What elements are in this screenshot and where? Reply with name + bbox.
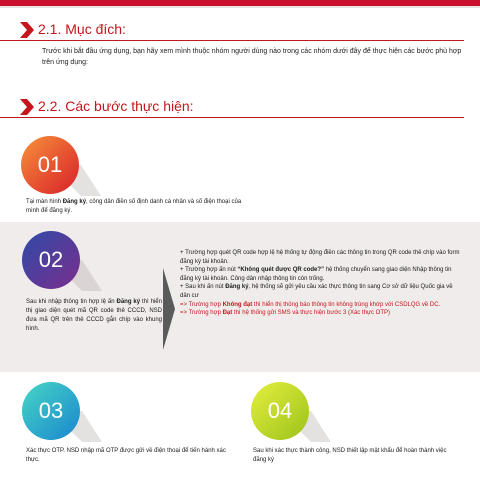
step-03-text: [26, 447, 226, 465]
chevron-right-icon: [20, 22, 34, 38]
step-number: 03: [38, 398, 64, 423]
detail-part: hệ thống chuyển sang giao diện Nhập thông tin đăng ký tài khoản. Công dân nhập thông tin còn trống.: [180, 267, 452, 282]
step-number: 01: [37, 152, 63, 177]
step-badge-04: [249, 380, 311, 442]
step-04-text: [253, 447, 458, 465]
step-text-part: thì hiển thị giao diện quét mã QR code thẻ CCCD, NSD đưa mã QR trên thẻ CCCD gắn chíp vào khung hình.: [26, 299, 162, 332]
section-heading-steps: [0, 96, 464, 118]
section-title: 2.2. Các bước thực hiện:: [38, 98, 194, 114]
detail-bold: Không đạt: [222, 301, 253, 308]
step-text-part: Sau khi nhập thông tin hợp lệ ấn: [26, 299, 117, 305]
detail-part: thì hiển thị thông báo thông tin không trùng khớp với CSDLQG về DC.: [252, 301, 441, 308]
section-title: 2.1. Mục đích:: [38, 21, 126, 37]
top-bar-shade: [0, 6, 480, 8]
step-01-text: [26, 198, 256, 216]
detail-line: [180, 266, 460, 283]
step-badge-02: [20, 229, 82, 291]
step-02-text: [26, 298, 162, 334]
step-text-part: , công dân điền số định danh cá nhân và số điện thoại của mình để đăng ký.: [26, 199, 242, 214]
detail-part: => Trường hợp: [180, 310, 223, 317]
step-text-bold: Đăng ký: [116, 299, 141, 305]
detail-bold: Đạt: [222, 310, 233, 317]
step-number: 02: [38, 247, 64, 272]
detail-line-pass: [180, 309, 460, 318]
detail-part: , hệ thống sẽ gửi yêu cầu xác thực thông tin sang Cơ sở dữ liệu Quốc gia về dân cư: [180, 284, 453, 299]
step-text-part: Sau khi xác thực thành công, NSD thiết lập mật khẩu để hoàn thành việc đăng ký: [253, 448, 447, 463]
step-badge-03: [20, 380, 82, 442]
step-02-details: [180, 249, 460, 318]
detail-part: + Sau khi ấn nút: [180, 284, 226, 291]
step-text-bold: Đăng ký: [62, 199, 87, 205]
step-badge-01: [19, 134, 81, 196]
detail-line: + Trường hợp quét QR code hợp lệ hệ thống tự động điền các thông tin trong QR code thẻ chíp vào form đăng ký tài khoản.: [180, 250, 460, 265]
detail-part: => Trường hợp: [180, 301, 223, 308]
detail-line: [180, 283, 460, 300]
step-text-part: Tại màn hình: [26, 199, 63, 205]
detail-part: thì hệ thống gửi SMS và thực hiện bước 3 (Xác thực OTP): [232, 310, 390, 317]
intro-paragraph: Trước khi bắt đầu ứng dụng, bạn hãy xem mình thuộc nhóm người dùng nào trong các nhóm dưới đây để thực hiện các bước phù hợp trên ứng dụng:: [42, 48, 462, 66]
section-heading-purpose: [0, 19, 464, 41]
chevron-right-icon: [20, 99, 34, 115]
arrow-right-icon: [163, 268, 175, 350]
step-number: 04: [267, 398, 293, 423]
detail-bold: “Không quét được QR code?”: [237, 267, 325, 274]
detail-bold: Đăng ký: [225, 284, 249, 291]
detail-part: + Trường hợp ấn nút: [180, 267, 238, 274]
step-text-part: Xác thực OTP. NSD nhập mã OTP được gửi về điện thoại để tiến hành xác thực.: [26, 448, 226, 463]
detail-line-fail: [180, 301, 460, 310]
